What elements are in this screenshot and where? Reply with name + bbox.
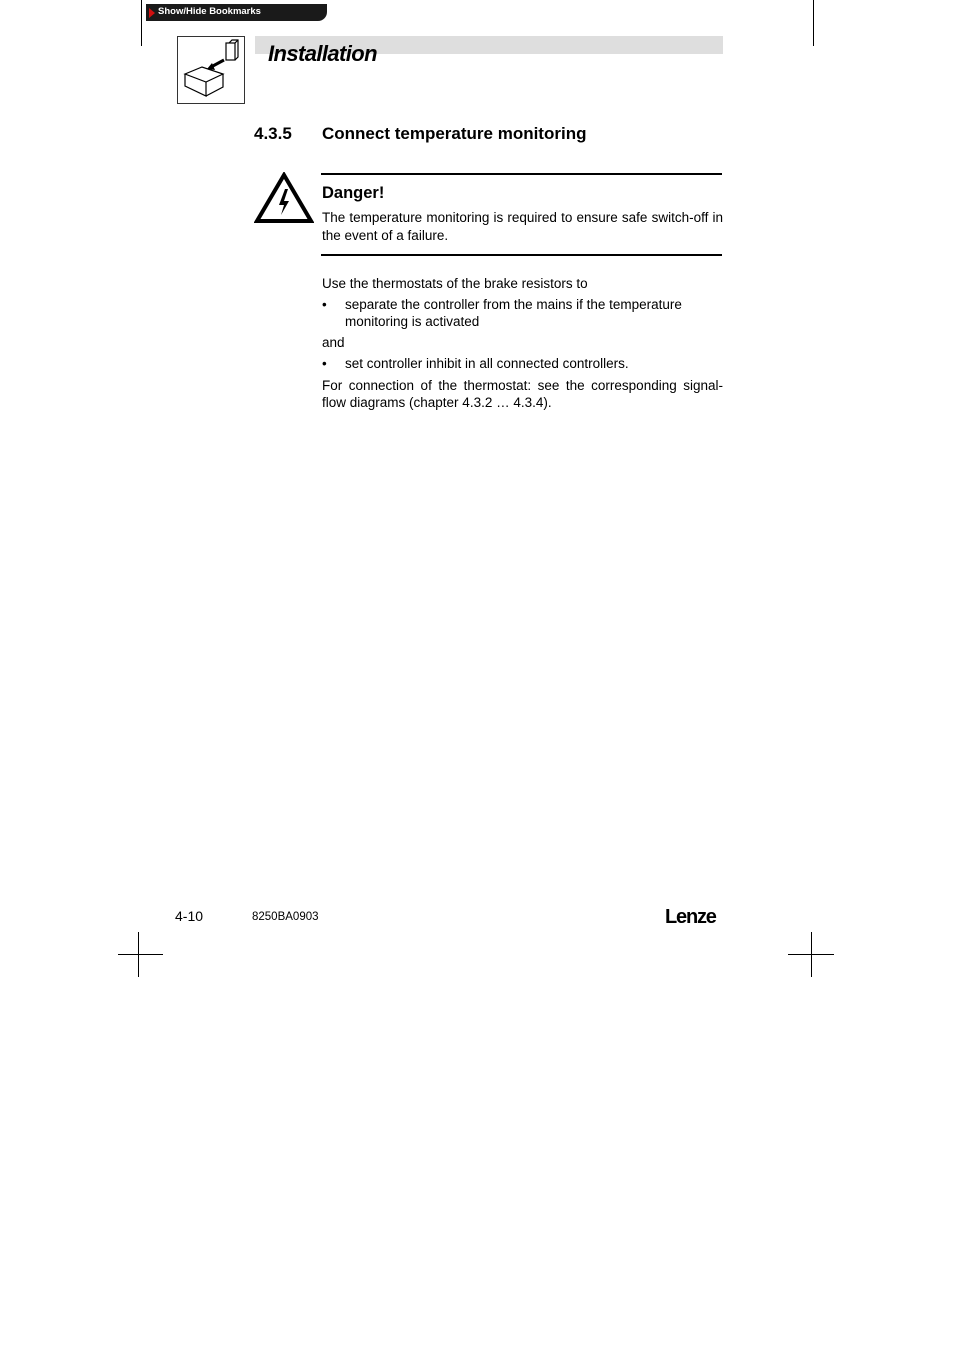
installation-icon	[178, 37, 244, 103]
danger-text: The temperature monitoring is required to ensure safe switch-off in the event of a failure.	[322, 210, 723, 243]
conjunction-text: and	[322, 335, 345, 350]
crop-mark-bottom-right-h	[788, 954, 834, 955]
danger-bottom-rule	[321, 254, 722, 256]
chapter-title: Installation	[268, 41, 377, 66]
bookmark-arrow-icon	[149, 8, 155, 18]
show-hide-bookmarks-label: Show/Hide Bookmarks	[158, 6, 261, 17]
connection-note: For connection of the thermostat: see the corresponding signal-flow diagrams (chapter 4.3.2 … 4.3.4).	[322, 378, 723, 410]
svg-text:Lenze: Lenze	[665, 906, 716, 928]
bullet-item-separate: separate the controller from the mains if the temperature monitoring is activated	[345, 297, 682, 329]
show-hide-bookmarks-button[interactable]	[146, 4, 327, 21]
section-title: Connect temperature monitoring	[322, 124, 587, 143]
chapter-icon-box	[177, 36, 245, 104]
section-number: 4.3.5	[254, 124, 292, 143]
danger-warning-icon	[254, 172, 314, 224]
crop-mark-top-right	[813, 0, 814, 46]
document-code: 8250BA0903	[252, 911, 319, 923]
intro-paragraph: Use the thermostats of the brake resistors to	[322, 276, 588, 291]
bullet-icon: •	[322, 297, 327, 312]
lenze-logo	[664, 902, 724, 930]
crop-mark-top-left	[141, 0, 142, 46]
bullet-icon: •	[322, 356, 327, 371]
page-number: 4-10	[175, 908, 204, 924]
danger-top-rule	[321, 173, 722, 175]
crop-mark-bottom-left-h	[118, 954, 163, 955]
bullet-item-inhibit: set controller inhibit in all connected controllers.	[345, 356, 629, 371]
danger-title: Danger!	[322, 184, 385, 202]
